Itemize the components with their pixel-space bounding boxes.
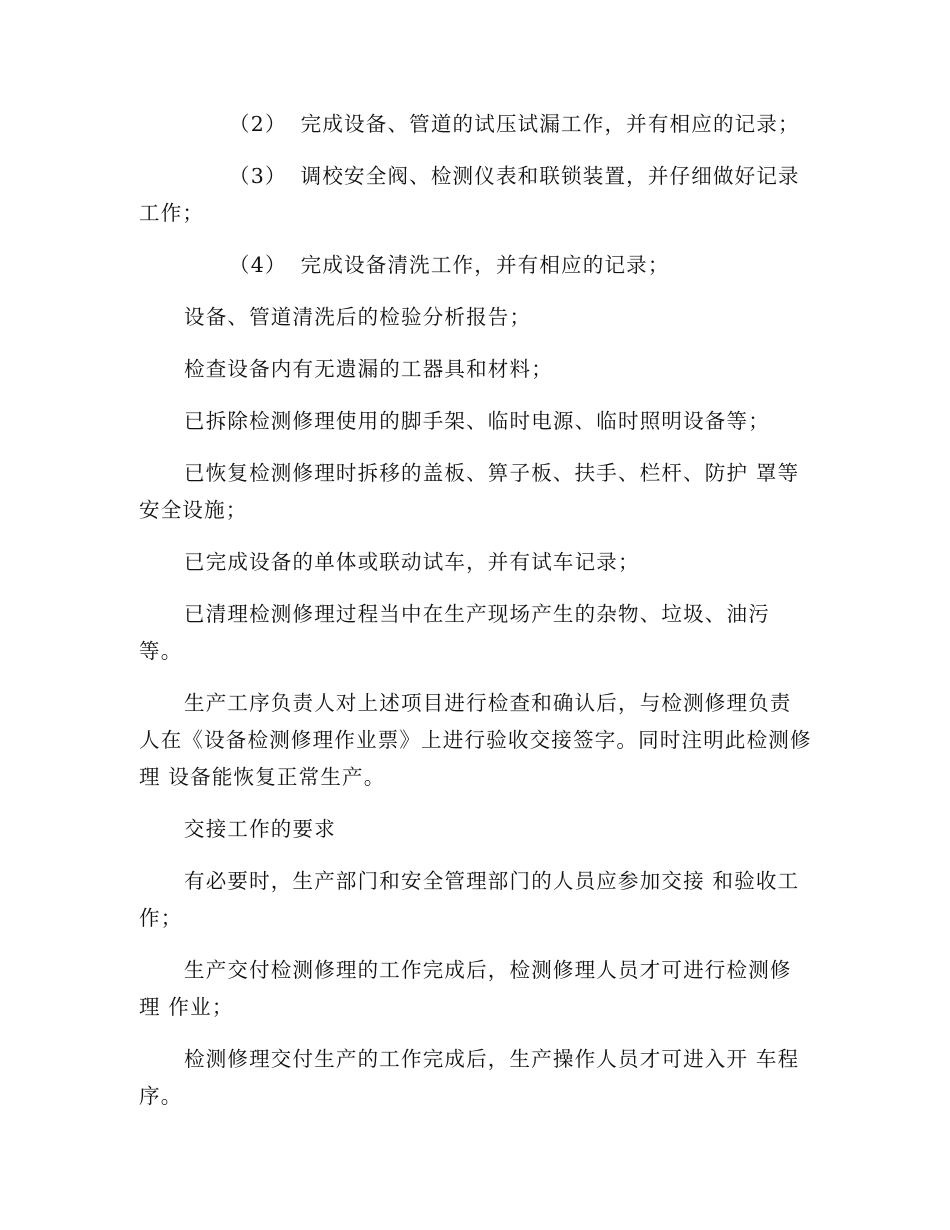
paragraph: 已恢复检测修理时拆移的盖板、箅子板、扶手、栏杆、防护 罩等安全设施； xyxy=(139,461,800,522)
paragraph: 检查设备内有无遗漏的工器具和材料； xyxy=(184,357,553,381)
paragraph: 生产交付检测修理的工作完成后，检测修理人员才可进行检测修理 作业； xyxy=(139,958,792,1019)
paragraph-text: 调校安全阀、检测仪表和联锁装置，并仔细做好记录工作； xyxy=(139,164,800,225)
paragraph-item-2 xyxy=(139,106,812,143)
paragraph: 检测修理交付生产的工作完成后，生产操作人员才可进入开 车程序。 xyxy=(139,1047,800,1108)
item-number: （4） xyxy=(229,253,287,277)
paragraph-item-3 xyxy=(139,158,812,232)
paragraph: 已完成设备的单体或联动试车，并有试车记录； xyxy=(184,550,640,574)
paragraph: 已清理检测修理过程当中在生产现场产生的杂物、垃圾、油污等。 xyxy=(139,602,770,663)
section-heading: 交接工作的要求 xyxy=(184,817,336,841)
item-number: （2） xyxy=(229,112,287,136)
paragraph: 有必要时，生产部门和安全管理部门的人员应参加交接 和验收工作； xyxy=(139,869,800,930)
paragraph: 已拆除检测修理使用的脚手架、临时电源、临时照明设备等； xyxy=(184,409,770,433)
paragraph-item-4 xyxy=(139,247,812,284)
paragraph-text: 完成设备、管道的试压试漏工作，并有相应的记录； xyxy=(300,112,800,136)
paragraph-text: 完成设备清洗工作，并有相应的记录； xyxy=(300,253,670,277)
paragraph: 设备、管道清洗后的检验分析报告； xyxy=(184,305,532,329)
paragraph: 生产工序负责人对上述项目进行检查和确认后，与检测修理负责人在《设备检测修理作业票》上进行验收交接签字。同时注明此检测修理 设备能恢复正常生产。 xyxy=(139,691,812,789)
item-number: （3） xyxy=(229,164,287,188)
